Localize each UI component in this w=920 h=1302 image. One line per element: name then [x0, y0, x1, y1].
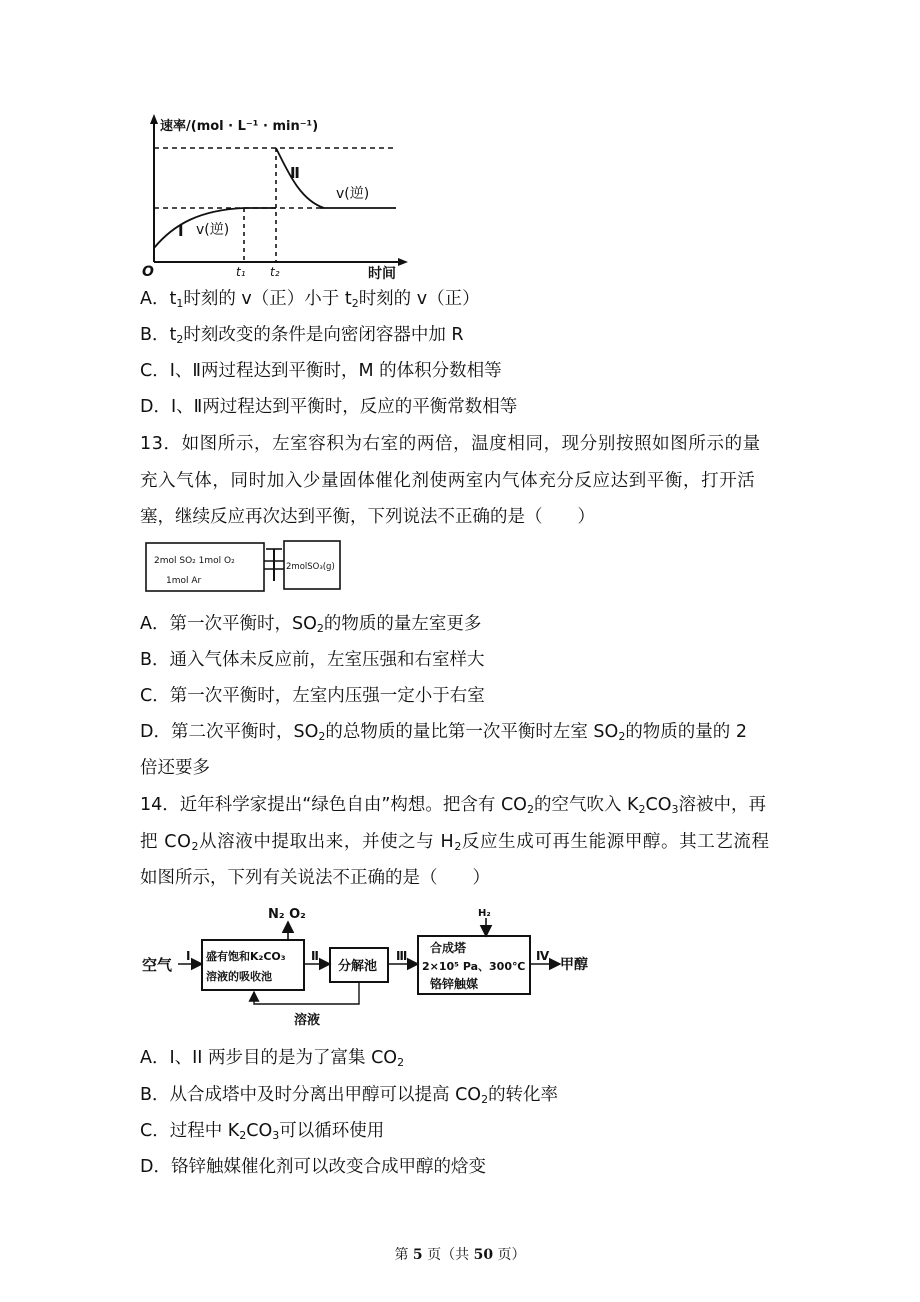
outlet-gas-label: N₂ O₂	[268, 907, 306, 922]
recycle-loop	[254, 982, 359, 1004]
t2-label: t₂	[270, 265, 280, 279]
q13-stem-line-1: 13．如图所示，左室容积为右室的两倍，温度相同，现分别按照如图所示的量	[140, 434, 761, 454]
x-axis-label: 时间	[368, 266, 396, 280]
total-pages: 50	[473, 1247, 494, 1263]
left-chamber	[146, 543, 264, 591]
process-flow-diagram	[140, 906, 600, 1030]
q13-option-a: A．第一次平衡时，$SO_2$的物质的量左室更多	[140, 614, 482, 635]
v-reverse-label-1: v(逆)	[196, 222, 230, 238]
step-III-label: Ⅲ	[396, 949, 408, 963]
step-IV-label: Ⅳ	[536, 949, 550, 963]
curve-II	[276, 148, 324, 208]
q13-option-d: D．第二次平衡时，$SO_2$的总物质的量比第一次平衡时左室 $SO_2$的物质的量的 2	[140, 722, 748, 743]
synthesis-tower-text-2: 2×10⁵ Pa、300℃	[422, 960, 526, 973]
v-reverse-label-2: v(逆)	[336, 186, 370, 202]
absorption-tank-text-1: 盛有饱和K₂CO₃	[206, 950, 286, 963]
q14-option-d: D．铬锌触媒催化剂可以改变合成甲醇的焓变	[140, 1157, 486, 1177]
decomposition-tank-text: 分解池	[338, 959, 378, 974]
h2-label: H₂	[478, 908, 491, 919]
curve-I-label: I	[178, 222, 184, 240]
absorption-tank-text-2: 溶液的吸收池	[206, 970, 272, 983]
origin-label: O	[142, 264, 154, 280]
page-number: 5	[412, 1247, 423, 1263]
methanol-product-label: 甲醇	[560, 957, 588, 973]
left-chamber-text-1: 2mol SO₂ 1mol O₂	[154, 556, 235, 566]
left-chamber-text-2: 1mol Ar	[166, 576, 202, 586]
q13-stem-line-2: 充入气体，同时加入少量固体催化剂使两室内气体充分反应达到平衡，打开活	[140, 471, 756, 491]
q13-option-c: C．第一次平衡时，左室内压强一定小于右室	[140, 686, 485, 706]
air-label: 空气	[142, 956, 173, 974]
y-axis-label: 速率/(mol · L⁻¹ · min⁻¹)	[160, 119, 319, 134]
x-axis-arrow	[398, 258, 408, 266]
two-chamber-figure	[144, 537, 344, 595]
q14-option-a: A．I、II 两步目的是为了富集 $CO_2$	[140, 1048, 405, 1069]
y-axis-arrow	[150, 114, 158, 124]
curve-II-label: Ⅱ	[290, 164, 300, 182]
q14-stem-line-1: 14．近年科学家提出“绿色自由”构想。把含有 $CO_2$的空气吹入 $K_2CO_3$溶被中，再	[140, 795, 767, 816]
q13-option-d-cont: 倍还要多	[140, 758, 210, 778]
q12-option-b: B．$t_2$时刻改变的条件是向密闭容器中加 R	[140, 325, 464, 346]
q13-stem-line-3: 塞，继续反应再次达到平衡，下列说法不正确的是（ ）	[140, 507, 595, 527]
q14-option-b: B．从合成塔中及时分离出甲醇可以提高 $CO_2$的转化率	[140, 1085, 559, 1106]
q12-option-c: C．I、Ⅱ两过程达到平衡时，M 的体积分数相等	[140, 361, 502, 381]
synthesis-tower-text-3: 铬锌触媒	[430, 977, 479, 991]
t1-label: t₁	[236, 265, 246, 279]
q14-option-c: C．过程中 $K_2CO_3$可以循环使用	[140, 1121, 385, 1142]
recycle-solution-label: 溶液	[294, 1013, 321, 1028]
step-I-label: I	[186, 949, 191, 963]
q14-stem-line-3: 如图所示，下列有关说法不正确的是（ ）	[140, 868, 490, 888]
page-footer: 第 5 页（共 50 页）	[394, 1247, 526, 1263]
q14-stem-line-2: 把 $CO_2$从溶液中提取出来，并使之与 $H_2$反应生成可再生能源甲醇。其工艺流程	[140, 832, 770, 853]
synthesis-tower-text-1: 合成塔	[430, 941, 467, 955]
q12-option-a: A．$t_1$时刻的 v（正）小于 $t_2$时刻的 v（正）	[140, 289, 480, 310]
right-chamber-text: 2molSO₃(g)	[286, 562, 335, 572]
step-II-label: Ⅱ	[311, 949, 319, 963]
q13-option-b: B．通入气体未反应前，左室压强和右室样大	[140, 650, 485, 670]
rate-time-graph	[140, 112, 420, 280]
q12-option-d: D．I、Ⅱ两过程达到平衡时，反应的平衡常数相等	[140, 397, 518, 417]
